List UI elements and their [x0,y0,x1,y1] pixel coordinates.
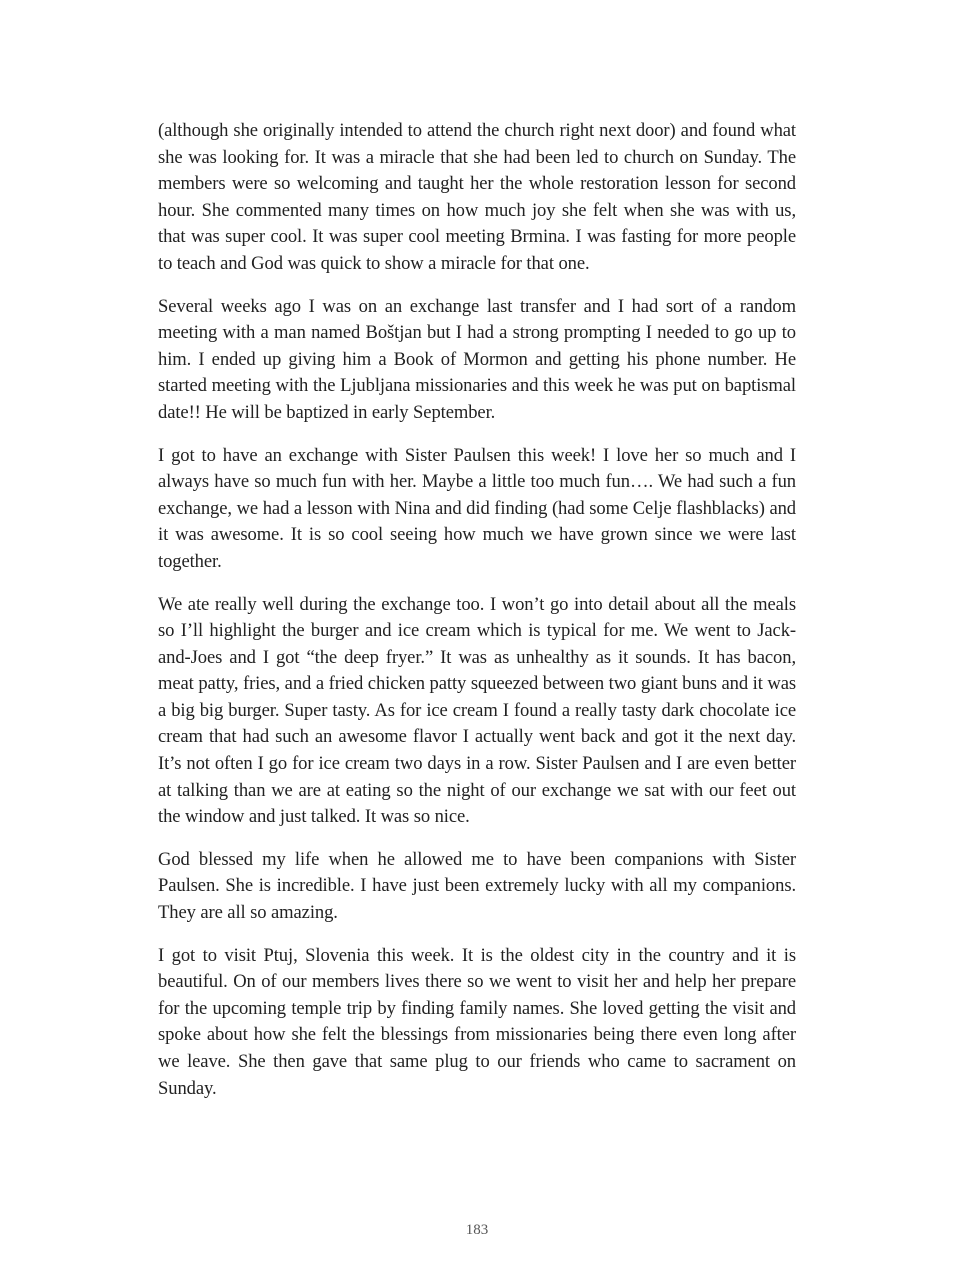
paragraph-2: Several weeks ago I was on an exchange last transfer and I had sort of a random meeting with a man named Boštjan but I had a strong prompting I needed to go up to him. I ended up giving him a Book of Mormon and getting his phone number. He started meeting with the Ljubljana missionaries and this week he was put on baptismal date!! He will be baptized in early September. [158,295,796,423]
paragraph-4: We ate really well during the exchange too. I won’t go into detail about all the meals so I’ll highlight the burger and ice cream which is typical for me. We went to Jack-and-Joes and I got “the deep fryer.” It was as unhealthy as it sounds. It has bacon, meat patty, fries, and a fried chicken patty squeezed between two giant buns and it was a big big burger. Super tasty. As for ice cream I found a really tasty dark chocolate ice cream that had such an awesome flavor I actually went back and got it the next day. It’s not often I go for ice cream two days in a row. Sister Paulsen and I are even better at talking than we are at eating so the night of our exchange we sat with our feet out the window and just talked. It was so nice. [158,593,796,828]
page-number: 183 [465,1222,489,1238]
paragraph-1: (although she originally intended to attend the church right next door) and found what she was looking for. It was a miracle that she had been led to church on Sunday. The members were so welcoming and taught her the whole restoration lesson for second hour. She commented many times on how much joy she felt when she was with us, that was super cool. It was super cool meeting Brmina. I was fasting for more people to teach and God was quick to show a miracle for that one. [158,120,796,274]
paragraph-5: God blessed my life when he allowed me to have been companions with Sister Paulsen. She is incredible. I have just been extremely lucky with all my companions. They are all so amazing. [158,848,796,924]
paragraph-6: I got to visit Ptuj, Slovenia this week. It is the oldest city in the country and it is beautiful. On of our members lives there so we went to visit her and help her prepare for the upcoming temple trip by finding family names. She loved getting the visit and spoke about how she felt the blessings from missionaries being there even long after we leave. She then gave that same plug to our friends who came to sacrament on Sunday. [158,944,796,1099]
body-text [158,118,796,1118]
paragraph-3: I got to have an exchange with Sister Paulsen this week! I love her so much and I always have so much fun with her. Maybe a little too much fun…. We had such a fun exchange, we had a lesson with Nina and did finding (had some Celje flashblacks) and it was awesome. It is so cool seeing how much we have grown since we were last together. [158,444,796,572]
